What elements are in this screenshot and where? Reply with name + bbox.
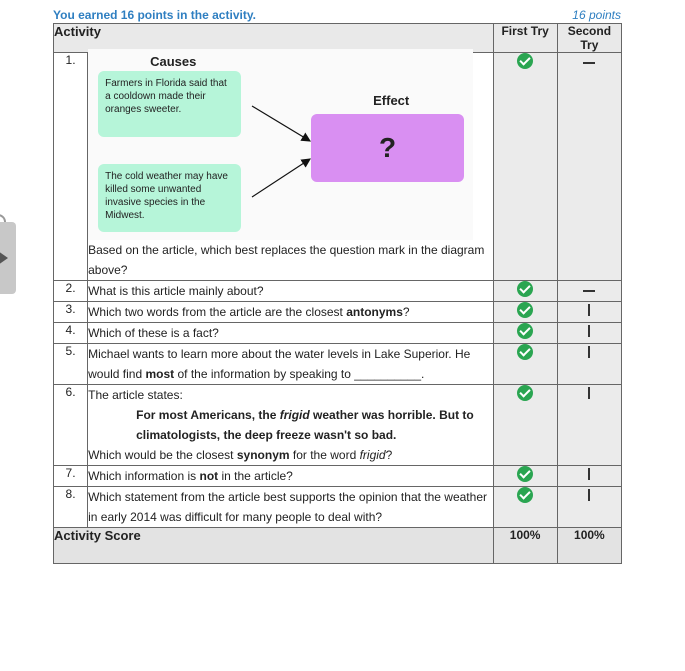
bar-icon: [588, 346, 590, 358]
question-text: Which of these is a fact?: [88, 323, 493, 344]
first-try-cell: [493, 487, 557, 528]
second-try-score: 100%: [557, 528, 621, 564]
activity-table: [53, 23, 622, 564]
cause-box-2: The cold weather may have killed some unwanted invasive species in the Midwest.: [98, 164, 241, 232]
play-arrow-icon: [0, 251, 8, 265]
table-row: [54, 323, 622, 344]
question-text: Which two words from the article are the closest antonyms?: [88, 302, 493, 323]
question-number: 2.: [54, 281, 88, 302]
table-row: [54, 302, 622, 323]
question-text: Michael wants to learn more about the water levels in Lake Superior. He would find most of the information by speaking to __________.: [88, 344, 493, 385]
check-icon: [517, 344, 533, 360]
bar-icon: [588, 387, 590, 399]
side-expand-tab[interactable]: [0, 222, 16, 294]
question-text: [88, 385, 493, 466]
first-try-cell: [493, 344, 557, 385]
question-text: What is this article mainly about?: [88, 281, 493, 302]
question-text: [88, 53, 493, 281]
second-try-cell: [557, 302, 621, 323]
table-row: [54, 281, 622, 302]
check-icon: [517, 466, 533, 482]
first-try-cell: [493, 323, 557, 344]
question-1-prompt: Based on the article, which best replaces the question mark in the diagram above?: [88, 243, 485, 277]
points-earned-text: You earned 16 points in the activity.: [53, 8, 256, 22]
first-try-score: 100%: [493, 528, 557, 564]
second-try-cell: [557, 466, 621, 487]
second-try-cell: [557, 281, 621, 302]
check-icon: [517, 281, 533, 297]
arrow-cause2-effect: [252, 159, 310, 197]
causes-label: Causes: [150, 54, 197, 69]
table-row: [54, 385, 622, 466]
table-row: [54, 487, 622, 528]
question-6-intro: The article states:: [88, 388, 183, 402]
check-icon: [517, 385, 533, 401]
first-try-cell: [493, 302, 557, 323]
second-try-column-header: Second Try: [557, 24, 621, 53]
score-header: [53, 7, 621, 23]
activity-score-row: [54, 528, 622, 564]
cause-box-1: Farmers in Florida said that a cooldown made their oranges sweeter.: [98, 71, 241, 137]
table-row: [54, 466, 622, 487]
dash-icon: [583, 62, 595, 64]
bar-icon: [588, 468, 590, 480]
question-number: 8.: [54, 487, 88, 528]
first-try-column-header: First Try: [493, 24, 557, 53]
question-number: 4.: [54, 323, 88, 344]
dash-icon: [583, 290, 595, 292]
second-try-cell: [557, 53, 621, 281]
question-6-prompt: Which would be the closest synonym for the word frigid?: [88, 448, 393, 462]
bar-icon: [588, 304, 590, 316]
activity-score-label: Activity Score: [54, 528, 494, 564]
second-try-cell: [557, 385, 621, 466]
question-text: Which statement from the article best supports the opinion that the weather in early 2014 was difficult for many people to deal with?: [88, 487, 493, 528]
question-number: 5.: [54, 344, 88, 385]
check-icon: [517, 53, 533, 69]
bar-icon: [588, 325, 590, 337]
question-number: 7.: [54, 466, 88, 487]
question-number: 3.: [54, 302, 88, 323]
first-try-cell: [493, 53, 557, 281]
diagram-arrows: [88, 49, 473, 240]
bar-icon: [588, 489, 590, 501]
question-text: Which information is not in the article?: [88, 466, 493, 487]
total-points-text: 16 points: [572, 8, 621, 22]
second-try-cell: [557, 487, 621, 528]
first-try-cell: [493, 281, 557, 302]
arrow-cause1-effect: [252, 106, 310, 141]
first-try-cell: [493, 385, 557, 466]
effect-label: Effect: [373, 93, 410, 108]
activity-column-header: Activity: [54, 24, 494, 53]
cause-effect-diagram: [88, 49, 473, 240]
question-number: 1.: [54, 53, 88, 281]
table-row: [54, 53, 622, 281]
check-icon: [517, 323, 533, 339]
second-try-cell: [557, 323, 621, 344]
table-row: [54, 344, 622, 385]
article-quote: For most Americans, the frigid weather was horrible. But to climatologists, the deep freeze wasn't so bad.: [136, 408, 474, 442]
first-try-cell: [493, 466, 557, 487]
second-try-cell: [557, 344, 621, 385]
check-icon: [517, 302, 533, 318]
effect-box: ?: [311, 114, 464, 182]
question-number: 6.: [54, 385, 88, 466]
check-icon: [517, 487, 533, 503]
